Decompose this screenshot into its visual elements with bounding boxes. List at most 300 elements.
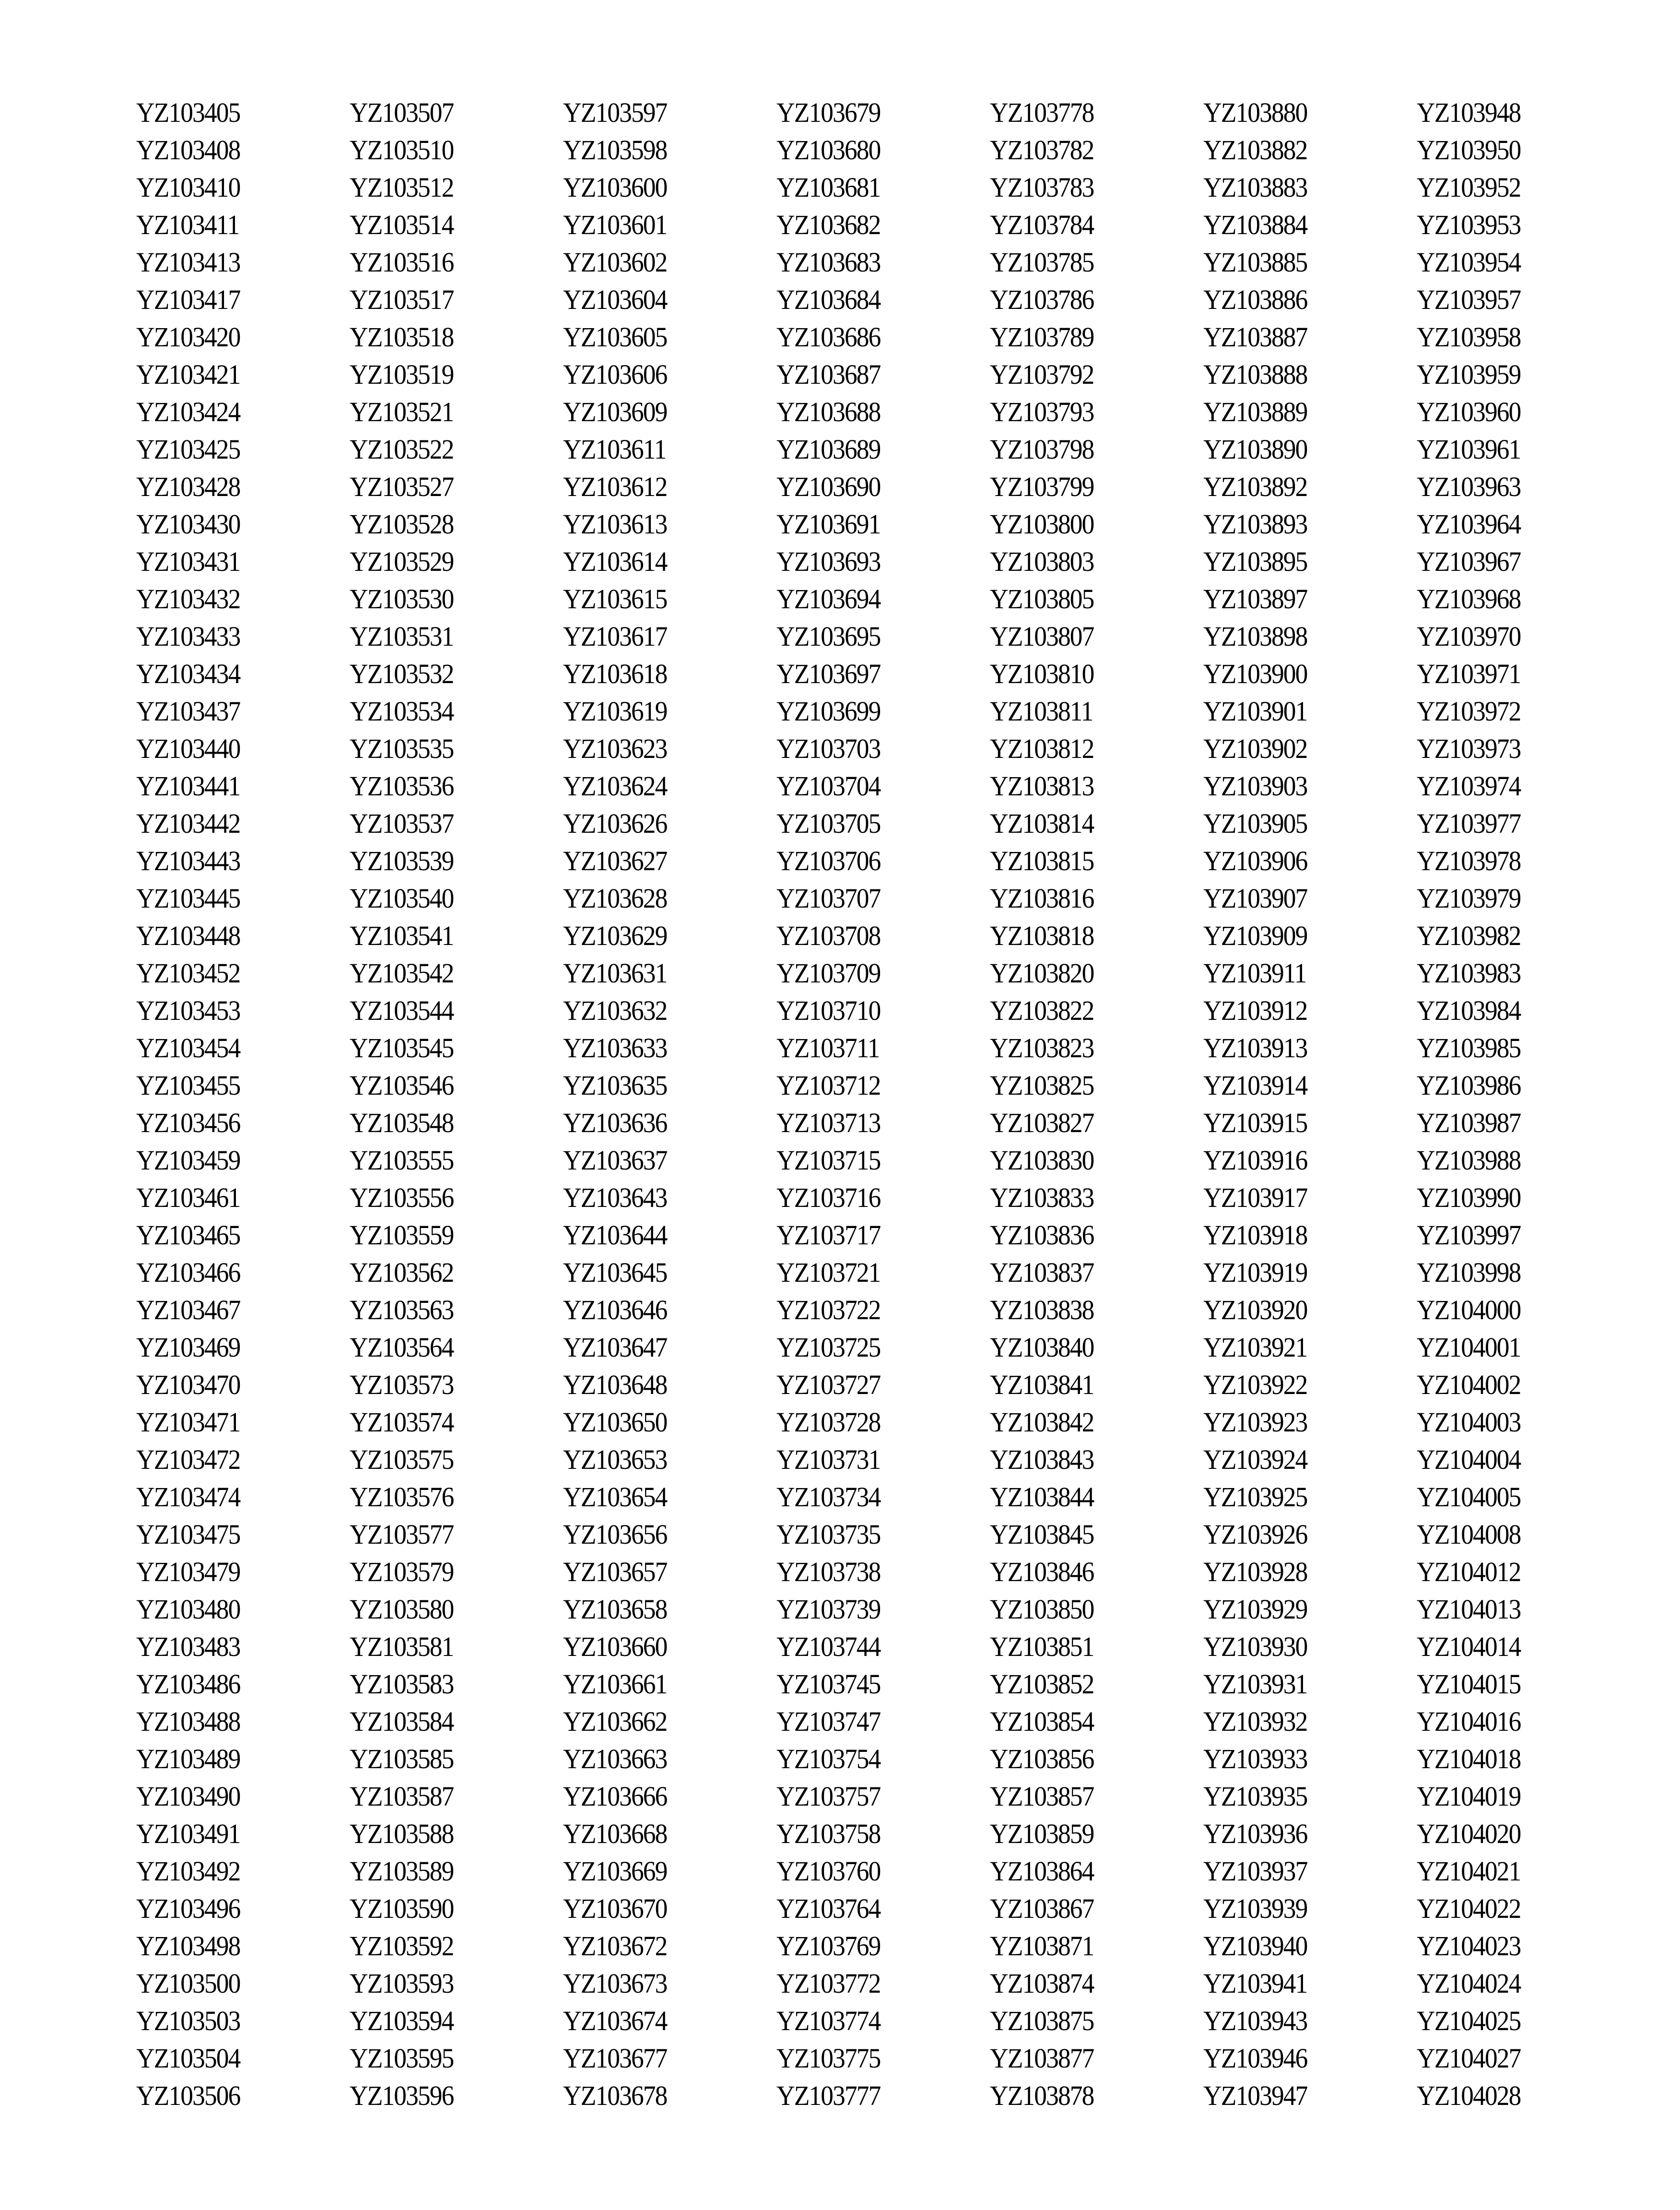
id-code-cell: YZ103807: [990, 621, 1094, 652]
id-code-cell: YZ103546: [350, 1070, 454, 1101]
id-code-cell: YZ104013: [1417, 1594, 1521, 1625]
id-code-cell: YZ103823: [990, 1032, 1094, 1064]
id-code-cell: YZ103864: [990, 1855, 1094, 1887]
id-code-cell: YZ103990: [1417, 1182, 1521, 1213]
id-code-cell: YZ103428: [136, 471, 240, 502]
id-code-cell: YZ103760: [776, 1855, 881, 1887]
id-code-cell: YZ103711: [776, 1032, 880, 1064]
id-code-cell: YZ103527: [350, 471, 454, 502]
id-code-cell: YZ103909: [1203, 920, 1307, 951]
id-code-cell: YZ103441: [136, 770, 240, 802]
id-code-cell: YZ103417: [136, 284, 240, 315]
id-code-cell: YZ103542: [350, 957, 454, 989]
id-code-cell: YZ103694: [776, 583, 881, 615]
id-code-cell: YZ103997: [1417, 1219, 1521, 1251]
id-code-cell: YZ103662: [563, 1706, 667, 1737]
id-code-cell: YZ103470: [136, 1369, 240, 1400]
id-code-cell: YZ103669: [563, 1855, 667, 1887]
id-code-cell: YZ103452: [136, 957, 240, 989]
id-code-cell: YZ103431: [136, 546, 240, 577]
id-code-cell: YZ103480: [136, 1594, 240, 1625]
id-code-cell: YZ103687: [776, 359, 881, 390]
id-code-cell: YZ103660: [563, 1631, 667, 1662]
id-code-cell: YZ103893: [1203, 508, 1307, 540]
id-code-cell: YZ103712: [776, 1070, 881, 1101]
id-code-cell: YZ103609: [563, 396, 667, 427]
id-code-cell: YZ103704: [776, 770, 881, 802]
id-code-cell: YZ103491: [136, 1818, 240, 1849]
id-code-cell: YZ103777: [776, 2080, 881, 2111]
id-code-cell: YZ103512: [350, 172, 454, 203]
id-code-cell: YZ103914: [1203, 1070, 1307, 1101]
id-code-cell: YZ103906: [1203, 845, 1307, 876]
id-code-cell: YZ103588: [350, 1818, 454, 1849]
id-code-cell: YZ103405: [136, 97, 240, 128]
id-code-cell: YZ103437: [136, 696, 240, 727]
id-code-cell: YZ104014: [1417, 1631, 1521, 1662]
id-code-cell: YZ103967: [1417, 546, 1521, 577]
id-code-cell: YZ103857: [990, 1781, 1094, 1812]
id-code-cell: YZ103822: [990, 995, 1094, 1026]
id-code-cell: YZ103695: [776, 621, 881, 652]
id-code-cell: YZ103754: [776, 1743, 881, 1774]
id-code-cell: YZ103574: [350, 1406, 454, 1438]
id-code-cell: YZ103486: [136, 1668, 240, 1700]
id-code-cell: YZ103827: [990, 1107, 1094, 1138]
id-code-cell: YZ104020: [1417, 1818, 1521, 1849]
id-code-cell: YZ103830: [990, 1145, 1094, 1176]
id-code-cell: YZ103792: [990, 359, 1094, 390]
id-code-cell: YZ103577: [350, 1519, 454, 1550]
id-code-cell: YZ103654: [563, 1481, 667, 1513]
id-code-cell: YZ103769: [776, 1930, 881, 1962]
id-code-cell: YZ103413: [136, 247, 240, 278]
id-code-cell: YZ103925: [1203, 1481, 1307, 1513]
id-code-cell: YZ103902: [1203, 733, 1307, 764]
id-code-cell: YZ103954: [1417, 247, 1521, 278]
id-code-cell: YZ103774: [776, 2005, 881, 2036]
id-code-cell: YZ103693: [776, 546, 881, 577]
id-code-cell: YZ103988: [1417, 1145, 1521, 1176]
id-code-cell: YZ103589: [350, 1855, 454, 1887]
id-code-cell: YZ103440: [136, 733, 240, 764]
id-code-cell: YZ103590: [350, 1893, 454, 1924]
id-code-cell: YZ103644: [563, 1219, 667, 1251]
id-code-cell: YZ103516: [350, 247, 454, 278]
id-code-cell: YZ103739: [776, 1594, 881, 1625]
id-code-cell: YZ103985: [1417, 1032, 1521, 1064]
id-code-cell: YZ103518: [350, 321, 454, 353]
id-code-cell: YZ103490: [136, 1781, 240, 1812]
id-code-cell: YZ103647: [563, 1332, 667, 1363]
id-code-cell: YZ103636: [563, 1107, 667, 1138]
id-code-grid: [136, 94, 1630, 2115]
id-code-cell: YZ103483: [136, 1631, 240, 1662]
id-code-cell: YZ103919: [1203, 1257, 1307, 1288]
id-code-cell: YZ103731: [776, 1444, 881, 1475]
id-code-cell: YZ103803: [990, 546, 1094, 577]
id-code-cell: YZ104027: [1417, 2043, 1521, 2074]
id-code-cell: YZ104022: [1417, 1893, 1521, 1924]
id-code-cell: YZ103867: [990, 1893, 1094, 1924]
id-code-cell: YZ103597: [563, 97, 667, 128]
id-code-cell: YZ103618: [563, 658, 667, 689]
id-code-cell: YZ103517: [350, 284, 454, 315]
id-code-cell: YZ103772: [776, 1968, 881, 1999]
id-code-cell: YZ103717: [776, 1219, 881, 1251]
id-code-cell: YZ104016: [1417, 1706, 1521, 1737]
id-code-cell: YZ103432: [136, 583, 240, 615]
id-code-cell: YZ103884: [1203, 209, 1307, 240]
id-code-cell: YZ103585: [350, 1743, 454, 1774]
id-code-cell: YZ103947: [1203, 2080, 1307, 2111]
id-code-cell: YZ103678: [563, 2080, 667, 2111]
id-code-cell: YZ103576: [350, 1481, 454, 1513]
id-code-cell: YZ103465: [136, 1219, 240, 1251]
id-code-cell: YZ103983: [1417, 957, 1521, 989]
id-code-cell: YZ104023: [1417, 1930, 1521, 1962]
id-code-cell: YZ103629: [563, 920, 667, 951]
id-code-cell: YZ103631: [563, 957, 667, 989]
id-code-cell: YZ103488: [136, 1706, 240, 1737]
id-code-cell: YZ103837: [990, 1257, 1094, 1288]
id-code-cell: YZ103420: [136, 321, 240, 353]
id-code-cell: YZ104012: [1417, 1556, 1521, 1587]
id-code-cell: YZ103716: [776, 1182, 881, 1213]
id-code-cell: YZ103921: [1203, 1332, 1307, 1363]
id-code-cell: YZ103556: [350, 1182, 454, 1213]
id-code-cell: YZ103535: [350, 733, 454, 764]
id-code-cell: YZ103897: [1203, 583, 1307, 615]
id-code-cell: YZ103903: [1203, 770, 1307, 802]
id-code-cell: YZ103605: [563, 321, 667, 353]
id-code-cell: YZ103623: [563, 733, 667, 764]
id-code-cell: YZ103575: [350, 1444, 454, 1475]
id-code-cell: YZ103467: [136, 1294, 240, 1325]
id-code-cell: YZ103920: [1203, 1294, 1307, 1325]
id-code-cell: YZ103948: [1417, 97, 1521, 128]
id-code-cell: YZ103504: [136, 2043, 240, 2074]
id-code-cell: YZ103657: [563, 1556, 667, 1587]
id-code-cell: YZ103916: [1203, 1145, 1307, 1176]
id-code-cell: YZ103593: [350, 1968, 454, 1999]
id-code-cell: YZ103815: [990, 845, 1094, 876]
id-code-cell: YZ103958: [1417, 321, 1521, 353]
id-code-cell: YZ103677: [563, 2043, 667, 2074]
id-code-cell: YZ103682: [776, 209, 881, 240]
id-code-cell: YZ103598: [563, 134, 667, 165]
id-code-cell: YZ103812: [990, 733, 1094, 764]
id-code-cell: YZ104025: [1417, 2005, 1521, 2036]
id-code-cell: YZ103500: [136, 1968, 240, 1999]
id-code-cell: YZ103600: [563, 172, 667, 203]
id-code-cell: YZ103573: [350, 1369, 454, 1400]
id-code-cell: YZ103900: [1203, 658, 1307, 689]
id-code-cell: YZ103534: [350, 696, 454, 727]
id-code-cell: YZ103890: [1203, 434, 1307, 465]
id-code-cell: YZ103929: [1203, 1594, 1307, 1625]
id-code-cell: YZ103713: [776, 1107, 881, 1138]
id-code-cell: YZ103624: [563, 770, 667, 802]
id-code-cell: YZ103686: [776, 321, 881, 353]
id-code-cell: YZ103688: [776, 396, 881, 427]
id-code-cell: YZ103875: [990, 2005, 1094, 2036]
id-code-cell: YZ103907: [1203, 883, 1307, 914]
id-code-cell: YZ103658: [563, 1594, 667, 1625]
id-code-cell: YZ103559: [350, 1219, 454, 1251]
id-code-cell: YZ103562: [350, 1257, 454, 1288]
id-code-cell: YZ103519: [350, 359, 454, 390]
id-code-cell: YZ103898: [1203, 621, 1307, 652]
id-code-cell: YZ103602: [563, 247, 667, 278]
id-code-cell: YZ103498: [136, 1930, 240, 1962]
id-code-cell: YZ103496: [136, 1893, 240, 1924]
id-code-cell: YZ103915: [1203, 1107, 1307, 1138]
id-code-cell: YZ103941: [1203, 1968, 1307, 1999]
id-code-cell: YZ103445: [136, 883, 240, 914]
id-code-cell: YZ103854: [990, 1706, 1094, 1737]
id-code-cell: YZ103986: [1417, 1070, 1521, 1101]
id-code-cell: YZ103635: [563, 1070, 667, 1101]
id-code-cell: YZ103709: [776, 957, 881, 989]
id-code-cell: YZ103408: [136, 134, 240, 165]
id-code-cell: YZ103924: [1203, 1444, 1307, 1475]
id-code-cell: YZ103946: [1203, 2043, 1307, 2074]
id-code-cell: YZ103856: [990, 1743, 1094, 1774]
id-code-cell: YZ103619: [563, 696, 667, 727]
id-code-cell: YZ103474: [136, 1481, 240, 1513]
id-code-cell: YZ103448: [136, 920, 240, 951]
id-code-cell: YZ103963: [1417, 471, 1521, 502]
id-code-cell: YZ104004: [1417, 1444, 1521, 1475]
id-code-cell: YZ103838: [990, 1294, 1094, 1325]
id-code-cell: YZ103581: [350, 1631, 454, 1662]
id-code-cell: YZ103555: [350, 1145, 454, 1176]
id-code-cell: YZ103987: [1417, 1107, 1521, 1138]
id-code-cell: YZ103979: [1417, 883, 1521, 914]
id-code-cell: YZ103961: [1417, 434, 1521, 465]
id-code-cell: YZ103972: [1417, 696, 1521, 727]
id-code-cell: YZ103443: [136, 845, 240, 876]
id-code-cell: YZ103895: [1203, 546, 1307, 577]
id-code-cell: YZ103933: [1203, 1743, 1307, 1774]
id-code-cell: YZ103784: [990, 209, 1094, 240]
id-code-cell: YZ103541: [350, 920, 454, 951]
id-code-cell: YZ103584: [350, 1706, 454, 1737]
id-code-cell: YZ103421: [136, 359, 240, 390]
id-code-cell: YZ103918: [1203, 1219, 1307, 1251]
id-code-cell: YZ103529: [350, 546, 454, 577]
id-code-cell: YZ103960: [1417, 396, 1521, 427]
id-code-cell: YZ103846: [990, 1556, 1094, 1587]
id-code-cell: YZ103814: [990, 808, 1094, 839]
id-code-cell: YZ103793: [990, 396, 1094, 427]
id-code-cell: YZ103563: [350, 1294, 454, 1325]
id-code-cell: YZ103778: [990, 97, 1094, 128]
id-code-cell: YZ103973: [1417, 733, 1521, 764]
id-code-cell: YZ103708: [776, 920, 881, 951]
id-code-cell: YZ103843: [990, 1444, 1094, 1475]
id-code-cell: YZ103673: [563, 1968, 667, 1999]
id-code-cell: YZ103656: [563, 1519, 667, 1550]
id-code-cell: YZ103425: [136, 434, 240, 465]
id-code-cell: YZ103818: [990, 920, 1094, 951]
id-code-cell: YZ103434: [136, 658, 240, 689]
id-code-cell: YZ103453: [136, 995, 240, 1026]
id-code-cell: YZ103964: [1417, 508, 1521, 540]
id-code-cell: YZ104018: [1417, 1743, 1521, 1774]
id-code-cell: YZ103454: [136, 1032, 240, 1064]
id-code-cell: YZ103957: [1417, 284, 1521, 315]
id-code-cell: YZ103911: [1203, 957, 1306, 989]
id-code-cell: YZ103522: [350, 434, 454, 465]
id-code-cell: YZ103747: [776, 1706, 881, 1737]
id-code-cell: YZ104002: [1417, 1369, 1521, 1400]
id-code-cell: YZ104015: [1417, 1668, 1521, 1700]
id-code-cell: YZ103689: [776, 434, 881, 465]
id-code-cell: YZ103628: [563, 883, 667, 914]
id-code-cell: YZ103595: [350, 2043, 454, 2074]
id-code-cell: YZ103789: [990, 321, 1094, 353]
id-code-cell: YZ103492: [136, 1855, 240, 1887]
id-code-cell: YZ103617: [563, 621, 667, 652]
id-code-cell: YZ103466: [136, 1257, 240, 1288]
id-code-cell: YZ103411: [136, 209, 239, 240]
id-code-cell: YZ103684: [776, 284, 881, 315]
id-code-cell: YZ103521: [350, 396, 454, 427]
id-code-cell: YZ103715: [776, 1145, 881, 1176]
id-code-cell: YZ103953: [1417, 209, 1521, 240]
id-code-cell: YZ103974: [1417, 770, 1521, 802]
id-code-cell: YZ103612: [563, 471, 667, 502]
id-code-cell: YZ103503: [136, 2005, 240, 2036]
id-code-cell: YZ103775: [776, 2043, 881, 2074]
id-code-cell: YZ103653: [563, 1444, 667, 1475]
id-code-cell: YZ103471: [136, 1406, 240, 1438]
id-code-cell: YZ103507: [350, 97, 454, 128]
id-code-cell: YZ103940: [1203, 1930, 1307, 1962]
id-code-cell: YZ104019: [1417, 1781, 1521, 1812]
id-code-cell: YZ103690: [776, 471, 881, 502]
id-code-cell: YZ103874: [990, 1968, 1094, 1999]
id-code-cell: YZ103680: [776, 134, 881, 165]
id-code-cell: YZ103813: [990, 770, 1094, 802]
id-code-cell: YZ103845: [990, 1519, 1094, 1550]
id-code-cell: YZ103892: [1203, 471, 1307, 502]
id-code-cell: YZ103540: [350, 883, 454, 914]
id-code-cell: YZ103430: [136, 508, 240, 540]
id-code-cell: YZ103632: [563, 995, 667, 1026]
id-code-cell: YZ103877: [990, 2043, 1094, 2074]
id-code-cell: YZ103592: [350, 1930, 454, 1962]
id-code-cell: YZ103606: [563, 359, 667, 390]
id-code-cell: YZ103935: [1203, 1781, 1307, 1812]
id-code-cell: YZ103901: [1203, 696, 1307, 727]
id-code-cell: YZ103674: [563, 2005, 667, 2036]
id-code-cell: YZ103706: [776, 845, 881, 876]
id-code-cell: YZ104003: [1417, 1406, 1521, 1438]
id-code-cell: YZ103594: [350, 2005, 454, 2036]
id-code-cell: YZ103939: [1203, 1893, 1307, 1924]
id-code-cell: YZ103882: [1203, 134, 1307, 165]
id-code-cell: YZ103836: [990, 1219, 1094, 1251]
id-code-cell: YZ103930: [1203, 1631, 1307, 1662]
id-code-cell: YZ103782: [990, 134, 1094, 165]
id-code-cell: YZ103456: [136, 1107, 240, 1138]
id-code-cell: YZ103744: [776, 1631, 881, 1662]
id-code-cell: YZ103889: [1203, 396, 1307, 427]
id-code-cell: YZ103888: [1203, 359, 1307, 390]
id-code-cell: YZ103758: [776, 1818, 881, 1849]
id-code-cell: YZ103601: [563, 209, 667, 240]
id-code-cell: YZ103455: [136, 1070, 240, 1101]
id-code-cell: YZ103745: [776, 1668, 881, 1700]
id-code-cell: YZ103931: [1203, 1668, 1307, 1700]
id-code-cell: YZ103977: [1417, 808, 1521, 839]
id-code-cell: YZ103852: [990, 1668, 1094, 1700]
id-code-cell: YZ103923: [1203, 1406, 1307, 1438]
id-code-cell: YZ103886: [1203, 284, 1307, 315]
id-code-cell: YZ103936: [1203, 1818, 1307, 1849]
id-code-cell: YZ103871: [990, 1930, 1094, 1962]
id-code-cell: YZ103530: [350, 583, 454, 615]
id-code-cell: YZ103489: [136, 1743, 240, 1774]
id-code-cell: YZ103811: [990, 696, 1093, 727]
id-code-cell: YZ103913: [1203, 1032, 1307, 1064]
id-code-cell: YZ103548: [350, 1107, 454, 1138]
id-code-cell: YZ103433: [136, 621, 240, 652]
id-code-cell: YZ103833: [990, 1182, 1094, 1213]
id-code-cell: YZ103950: [1417, 134, 1521, 165]
id-code-cell: YZ103475: [136, 1519, 240, 1550]
id-code-cell: YZ103604: [563, 284, 667, 315]
id-code-cell: YZ103626: [563, 808, 667, 839]
id-code-cell: YZ103722: [776, 1294, 881, 1325]
id-code-cell: YZ103683: [776, 247, 881, 278]
id-code-cell: YZ103959: [1417, 359, 1521, 390]
id-code-cell: YZ103579: [350, 1556, 454, 1587]
id-code-cell: YZ103738: [776, 1556, 881, 1587]
id-code-cell: YZ103536: [350, 770, 454, 802]
id-code-cell: YZ103725: [776, 1332, 881, 1363]
id-code-cell: YZ103937: [1203, 1855, 1307, 1887]
id-code-cell: YZ103699: [776, 696, 881, 727]
id-code-cell: YZ103885: [1203, 247, 1307, 278]
id-code-cell: YZ104024: [1417, 1968, 1521, 1999]
id-code-cell: YZ103917: [1203, 1182, 1307, 1213]
id-code-cell: YZ103984: [1417, 995, 1521, 1026]
id-code-cell: YZ103952: [1417, 172, 1521, 203]
id-code-cell: YZ103648: [563, 1369, 667, 1400]
id-code-cell: YZ103410: [136, 172, 240, 203]
id-code-cell: YZ103825: [990, 1070, 1094, 1101]
id-code-cell: YZ103757: [776, 1781, 881, 1812]
id-code-cell: YZ103880: [1203, 97, 1307, 128]
id-code-cell: YZ103710: [776, 995, 881, 1026]
id-code-cell: YZ103472: [136, 1444, 240, 1475]
id-code-cell: YZ103587: [350, 1781, 454, 1812]
id-code-cell: YZ103442: [136, 808, 240, 839]
id-code-cell: YZ103528: [350, 508, 454, 540]
id-code-cell: YZ103661: [563, 1668, 667, 1700]
id-code-cell: YZ103905: [1203, 808, 1307, 839]
id-code-cell: YZ103614: [563, 546, 667, 577]
id-code-cell: YZ103514: [350, 209, 454, 240]
id-code-cell: YZ103668: [563, 1818, 667, 1849]
id-code-cell: YZ103424: [136, 396, 240, 427]
id-code-cell: YZ103968: [1417, 583, 1521, 615]
id-code-cell: YZ103912: [1203, 995, 1307, 1026]
